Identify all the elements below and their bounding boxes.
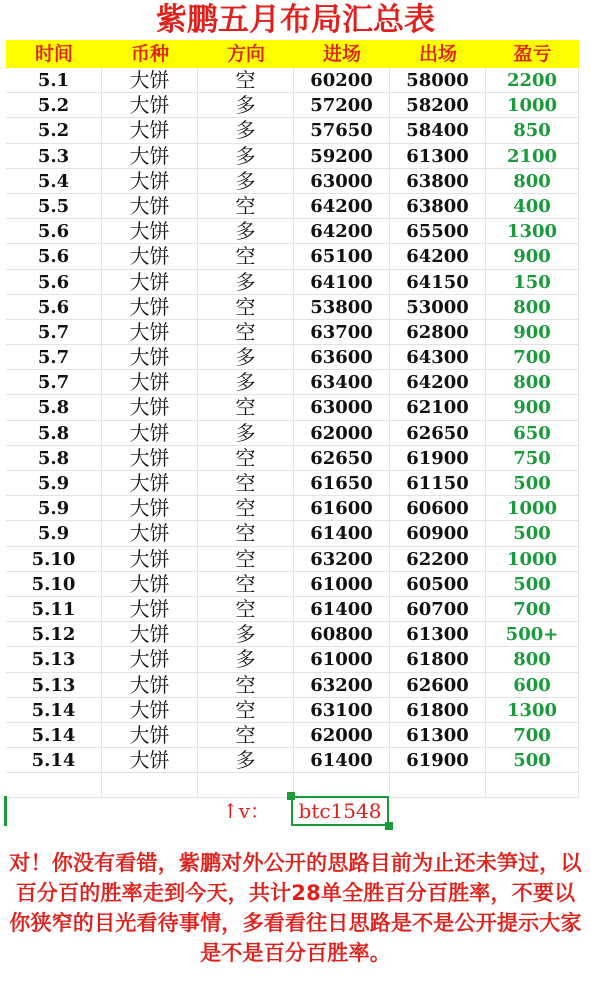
cell-coin[interactable]: 大饼 [102, 93, 198, 118]
cell-entry[interactable]: 53800 [294, 295, 390, 320]
empty-cell[interactable] [390, 774, 486, 798]
cell-direction[interactable]: 空 [198, 597, 294, 622]
cell-direction[interactable]: 多 [198, 93, 294, 118]
cell-coin[interactable]: 大饼 [102, 446, 198, 471]
trade-table [6, 68, 579, 773]
cell-entry[interactable]: 62000 [294, 421, 390, 446]
cell-direction[interactable]: 多 [198, 748, 294, 773]
cell-exit[interactable]: 62100 [390, 395, 486, 420]
cell-time[interactable]: 5.9 [6, 471, 102, 496]
table-row [6, 647, 579, 672]
table-row [6, 320, 579, 345]
empty-cell[interactable] [6, 774, 102, 798]
cell-direction[interactable]: 空 [198, 572, 294, 597]
cell-direction[interactable]: 多 [198, 345, 294, 370]
cell-direction[interactable]: 多 [198, 118, 294, 143]
cell-direction[interactable]: 空 [198, 395, 294, 420]
cell-entry[interactable]: 57200 [294, 93, 390, 118]
empty-cell[interactable] [294, 774, 390, 798]
cell-coin[interactable]: 大饼 [102, 118, 198, 143]
table-header [6, 40, 579, 68]
cell-coin[interactable]: 大饼 [102, 673, 198, 698]
cell-time[interactable]: 5.9 [6, 521, 102, 546]
cell-entry[interactable]: 61400 [294, 748, 390, 773]
contact-cell-selected[interactable] [291, 796, 389, 826]
cell-coin[interactable]: 大饼 [102, 270, 198, 295]
cell-direction[interactable]: 空 [198, 446, 294, 471]
footer-note: 对！你没有看错，紫鹏对外公开的思路目前为止还未笋过，以百分百的胜率走到今天，共计28单全胜百分百胜率，不要以你狭窄的目光看待事情，多看看往日思路是不是公开提示大家是不是百分百胜率。 [9, 851, 582, 965]
cell-direction[interactable]: 空 [198, 244, 294, 269]
cell-direction[interactable]: 空 [198, 723, 294, 748]
cell-pnl[interactable]: 800 [486, 370, 579, 395]
cell-pnl[interactable]: 700 [486, 345, 579, 370]
cell-direction[interactable]: 空 [198, 673, 294, 698]
cell-time[interactable]: 5.9 [6, 496, 102, 521]
cell-direction[interactable]: 多 [198, 144, 294, 169]
cell-exit[interactable]: 61800 [390, 698, 486, 723]
cell-time[interactable]: 5.8 [6, 421, 102, 446]
cell-pnl[interactable]: 1000 [486, 93, 579, 118]
cell-pnl[interactable]: 2100 [486, 144, 579, 169]
cell-pnl[interactable]: 500+ [486, 622, 579, 647]
cell-exit[interactable]: 60500 [390, 572, 486, 597]
cell-exit[interactable]: 58200 [390, 93, 486, 118]
cell-pnl[interactable]: 650 [486, 421, 579, 446]
table-row [6, 723, 579, 748]
cell-time[interactable]: 5.3 [6, 144, 102, 169]
cell-pnl[interactable]: 900 [486, 395, 579, 420]
table-row [6, 144, 579, 169]
cell-exit[interactable]: 62200 [390, 547, 486, 572]
table-row [6, 370, 579, 395]
cell-exit[interactable]: 61300 [390, 622, 486, 647]
header-coin[interactable]: 币种 [130, 43, 169, 65]
cell-entry[interactable]: 57650 [294, 118, 390, 143]
table-row [6, 471, 579, 496]
cell-coin[interactable]: 大饼 [102, 421, 198, 446]
cell-pnl[interactable]: 500 [486, 572, 579, 597]
cell-exit[interactable]: 65500 [390, 219, 486, 244]
cell-time[interactable]: 5.14 [6, 723, 102, 748]
header-direction[interactable]: 方向 [226, 43, 265, 65]
selection-handle[interactable] [385, 822, 393, 830]
selection-handle[interactable] [287, 792, 295, 800]
cell-coin[interactable]: 大饼 [102, 471, 198, 496]
cell-entry[interactable]: 62000 [294, 723, 390, 748]
cell-direction[interactable]: 多 [198, 169, 294, 194]
cell-time[interactable]: 5.5 [6, 194, 102, 219]
cell-coin[interactable]: 大饼 [102, 68, 198, 93]
cell-coin[interactable]: 大饼 [102, 370, 198, 395]
table-row [6, 219, 579, 244]
cell-coin[interactable]: 大饼 [102, 144, 198, 169]
cell-time[interactable]: 5.6 [6, 244, 102, 269]
cell-time[interactable]: 5.1 [6, 68, 102, 93]
cell-pnl[interactable]: 500 [486, 748, 579, 773]
cell-exit[interactable]: 64300 [390, 345, 486, 370]
cell-time[interactable]: 5.4 [6, 169, 102, 194]
cell-entry[interactable]: 64100 [294, 270, 390, 295]
cell-pnl[interactable]: 800 [486, 295, 579, 320]
cell-pnl[interactable]: 500 [486, 471, 579, 496]
cell-exit[interactable]: 64200 [390, 244, 486, 269]
cell-time[interactable]: 5.10 [6, 547, 102, 572]
cell-coin[interactable]: 大饼 [102, 547, 198, 572]
cell-time[interactable]: 5.8 [6, 395, 102, 420]
cell-direction[interactable]: 空 [198, 521, 294, 546]
table-row [6, 395, 579, 420]
table-row [6, 673, 579, 698]
cell-entry[interactable]: 60800 [294, 622, 390, 647]
cell-coin[interactable]: 大饼 [102, 597, 198, 622]
table-row [6, 118, 579, 143]
cell-direction[interactable]: 空 [198, 698, 294, 723]
cell-direction[interactable]: 多 [198, 622, 294, 647]
cell-direction[interactable]: 多 [198, 421, 294, 446]
cell-exit[interactable]: 60700 [390, 597, 486, 622]
cell-entry[interactable]: 63600 [294, 345, 390, 370]
cell-pnl[interactable]: 600 [486, 673, 579, 698]
cell-exit[interactable]: 58400 [390, 118, 486, 143]
cell-time[interactable]: 5.7 [6, 345, 102, 370]
cell-coin[interactable]: 大饼 [102, 723, 198, 748]
table-row [6, 547, 579, 572]
cell-entry[interactable]: 63400 [294, 370, 390, 395]
cell-entry[interactable]: 61000 [294, 572, 390, 597]
header-time[interactable]: 时间 [34, 43, 73, 65]
cell-coin[interactable]: 大饼 [102, 395, 198, 420]
table-row [6, 748, 579, 773]
cell-pnl[interactable]: 2200 [486, 68, 579, 93]
table-row [6, 169, 579, 194]
cell-time[interactable]: 5.8 [6, 446, 102, 471]
cell-time[interactable]: 5.2 [6, 118, 102, 143]
cell-direction[interactable]: 多 [198, 647, 294, 672]
cell-time[interactable]: 5.14 [6, 698, 102, 723]
cell-exit[interactable]: 61900 [390, 748, 486, 773]
table-row [6, 93, 579, 118]
cell-pnl[interactable]: 700 [486, 723, 579, 748]
cell-time[interactable]: 5.11 [6, 597, 102, 622]
cell-entry[interactable]: 63700 [294, 320, 390, 345]
cell-pnl[interactable]: 700 [486, 597, 579, 622]
contact-label: ↑v： [222, 799, 271, 823]
cell-pnl[interactable]: 800 [486, 169, 579, 194]
cell-time[interactable]: 5.10 [6, 572, 102, 597]
table-row [6, 345, 579, 370]
cell-direction[interactable]: 多 [198, 370, 294, 395]
cell-entry[interactable]: 59200 [294, 144, 390, 169]
cell-pnl[interactable]: 1000 [486, 547, 579, 572]
cell-entry[interactable]: 63000 [294, 395, 390, 420]
cell-pnl[interactable]: 900 [486, 244, 579, 269]
cell-coin[interactable]: 大饼 [102, 219, 198, 244]
cell-entry[interactable]: 61650 [294, 471, 390, 496]
contact-value: btc1548 [298, 799, 382, 823]
table-row [6, 572, 579, 597]
cell-exit[interactable]: 60600 [390, 496, 486, 521]
contact-row [0, 796, 591, 826]
cell-pnl[interactable]: 150 [486, 270, 579, 295]
cell-entry[interactable]: 63200 [294, 673, 390, 698]
cell-exit[interactable]: 58000 [390, 68, 486, 93]
cell-exit[interactable]: 61300 [390, 723, 486, 748]
cell-entry[interactable]: 64200 [294, 194, 390, 219]
cell-coin[interactable]: 大饼 [102, 748, 198, 773]
cell-entry[interactable]: 61400 [294, 521, 390, 546]
cell-coin[interactable]: 大饼 [102, 320, 198, 345]
cell-pnl[interactable]: 750 [486, 446, 579, 471]
cell-time[interactable]: 5.14 [6, 748, 102, 773]
cell-direction[interactable]: 空 [198, 295, 294, 320]
cell-exit[interactable]: 62650 [390, 421, 486, 446]
cell-pnl[interactable]: 900 [486, 320, 579, 345]
empty-cell[interactable] [198, 774, 294, 798]
cell-entry[interactable]: 63100 [294, 698, 390, 723]
header-exit[interactable]: 出场 [418, 43, 457, 65]
cell-time[interactable]: 5.6 [6, 219, 102, 244]
cell-direction[interactable]: 空 [198, 320, 294, 345]
cell-time[interactable]: 5.13 [6, 673, 102, 698]
cell-pnl[interactable]: 1300 [486, 219, 579, 244]
table-row [6, 421, 579, 446]
table-row [6, 597, 579, 622]
cell-entry[interactable]: 63000 [294, 169, 390, 194]
cell-exit[interactable]: 64150 [390, 270, 486, 295]
cell-pnl[interactable]: 500 [486, 521, 579, 546]
cell-exit[interactable]: 62800 [390, 320, 486, 345]
table-row [6, 698, 579, 723]
cell-entry[interactable]: 64200 [294, 219, 390, 244]
cell-entry[interactable]: 61400 [294, 597, 390, 622]
cell-exit[interactable]: 61150 [390, 471, 486, 496]
cell-direction[interactable]: 空 [198, 496, 294, 521]
cell-direction[interactable]: 空 [198, 471, 294, 496]
cell-exit[interactable]: 61800 [390, 647, 486, 672]
cell-entry[interactable]: 61000 [294, 647, 390, 672]
cell-time[interactable]: 5.6 [6, 270, 102, 295]
cell-direction[interactable]: 空 [198, 68, 294, 93]
cell-entry[interactable]: 60200 [294, 68, 390, 93]
cell-coin[interactable]: 大饼 [102, 496, 198, 521]
table-row [6, 270, 579, 295]
cell-coin[interactable]: 大饼 [102, 698, 198, 723]
cell-exit[interactable]: 63800 [390, 194, 486, 219]
cell-direction[interactable]: 多 [198, 270, 294, 295]
cell-coin[interactable]: 大饼 [102, 521, 198, 546]
cell-exit[interactable]: 63800 [390, 169, 486, 194]
cell-exit[interactable]: 53000 [390, 295, 486, 320]
cell-time[interactable]: 5.7 [6, 370, 102, 395]
cell-coin[interactable]: 大饼 [102, 572, 198, 597]
cell-coin[interactable]: 大饼 [102, 169, 198, 194]
cell-pnl[interactable]: 800 [486, 647, 579, 672]
cell-time[interactable]: 5.2 [6, 93, 102, 118]
cell-direction[interactable]: 空 [198, 194, 294, 219]
empty-cell[interactable] [102, 774, 198, 798]
cell-entry[interactable]: 63200 [294, 547, 390, 572]
cell-coin[interactable]: 大饼 [102, 295, 198, 320]
cell-pnl[interactable]: 1000 [486, 496, 579, 521]
table-row [6, 446, 579, 471]
header-pnl[interactable]: 盈亏 [513, 43, 552, 65]
cell-pnl[interactable]: 850 [486, 118, 579, 143]
cell-time[interactable]: 5.7 [6, 320, 102, 345]
cell-coin[interactable]: 大饼 [102, 194, 198, 219]
cell-direction[interactable]: 多 [198, 219, 294, 244]
cell-pnl[interactable]: 400 [486, 194, 579, 219]
header-entry[interactable]: 进场 [322, 43, 361, 65]
table-row [6, 496, 579, 521]
table-row [6, 68, 579, 93]
cell-coin[interactable]: 大饼 [102, 622, 198, 647]
table-row [6, 194, 579, 219]
cell-exit[interactable]: 61300 [390, 144, 486, 169]
cell-exit[interactable]: 61900 [390, 446, 486, 471]
cell-coin[interactable]: 大饼 [102, 647, 198, 672]
cell-exit[interactable]: 64200 [390, 370, 486, 395]
cell-direction[interactable]: 空 [198, 547, 294, 572]
cell-exit[interactable]: 62600 [390, 673, 486, 698]
cell-coin[interactable]: 大饼 [102, 345, 198, 370]
page-title: 紫鹏五月布局汇总表 [156, 2, 435, 38]
cell-coin[interactable]: 大饼 [102, 244, 198, 269]
table-row [6, 521, 579, 546]
cell-entry[interactable]: 65100 [294, 244, 390, 269]
cell-time[interactable]: 5.12 [6, 622, 102, 647]
cell-exit[interactable]: 60900 [390, 521, 486, 546]
cell-entry[interactable]: 61600 [294, 496, 390, 521]
table-row [6, 295, 579, 320]
cell-time[interactable]: 5.6 [6, 295, 102, 320]
empty-cell[interactable] [486, 774, 579, 798]
cell-entry[interactable]: 62650 [294, 446, 390, 471]
cell-pnl[interactable]: 1300 [486, 698, 579, 723]
table-row [6, 622, 579, 647]
cell-time[interactable]: 5.13 [6, 647, 102, 672]
table-row [6, 244, 579, 269]
